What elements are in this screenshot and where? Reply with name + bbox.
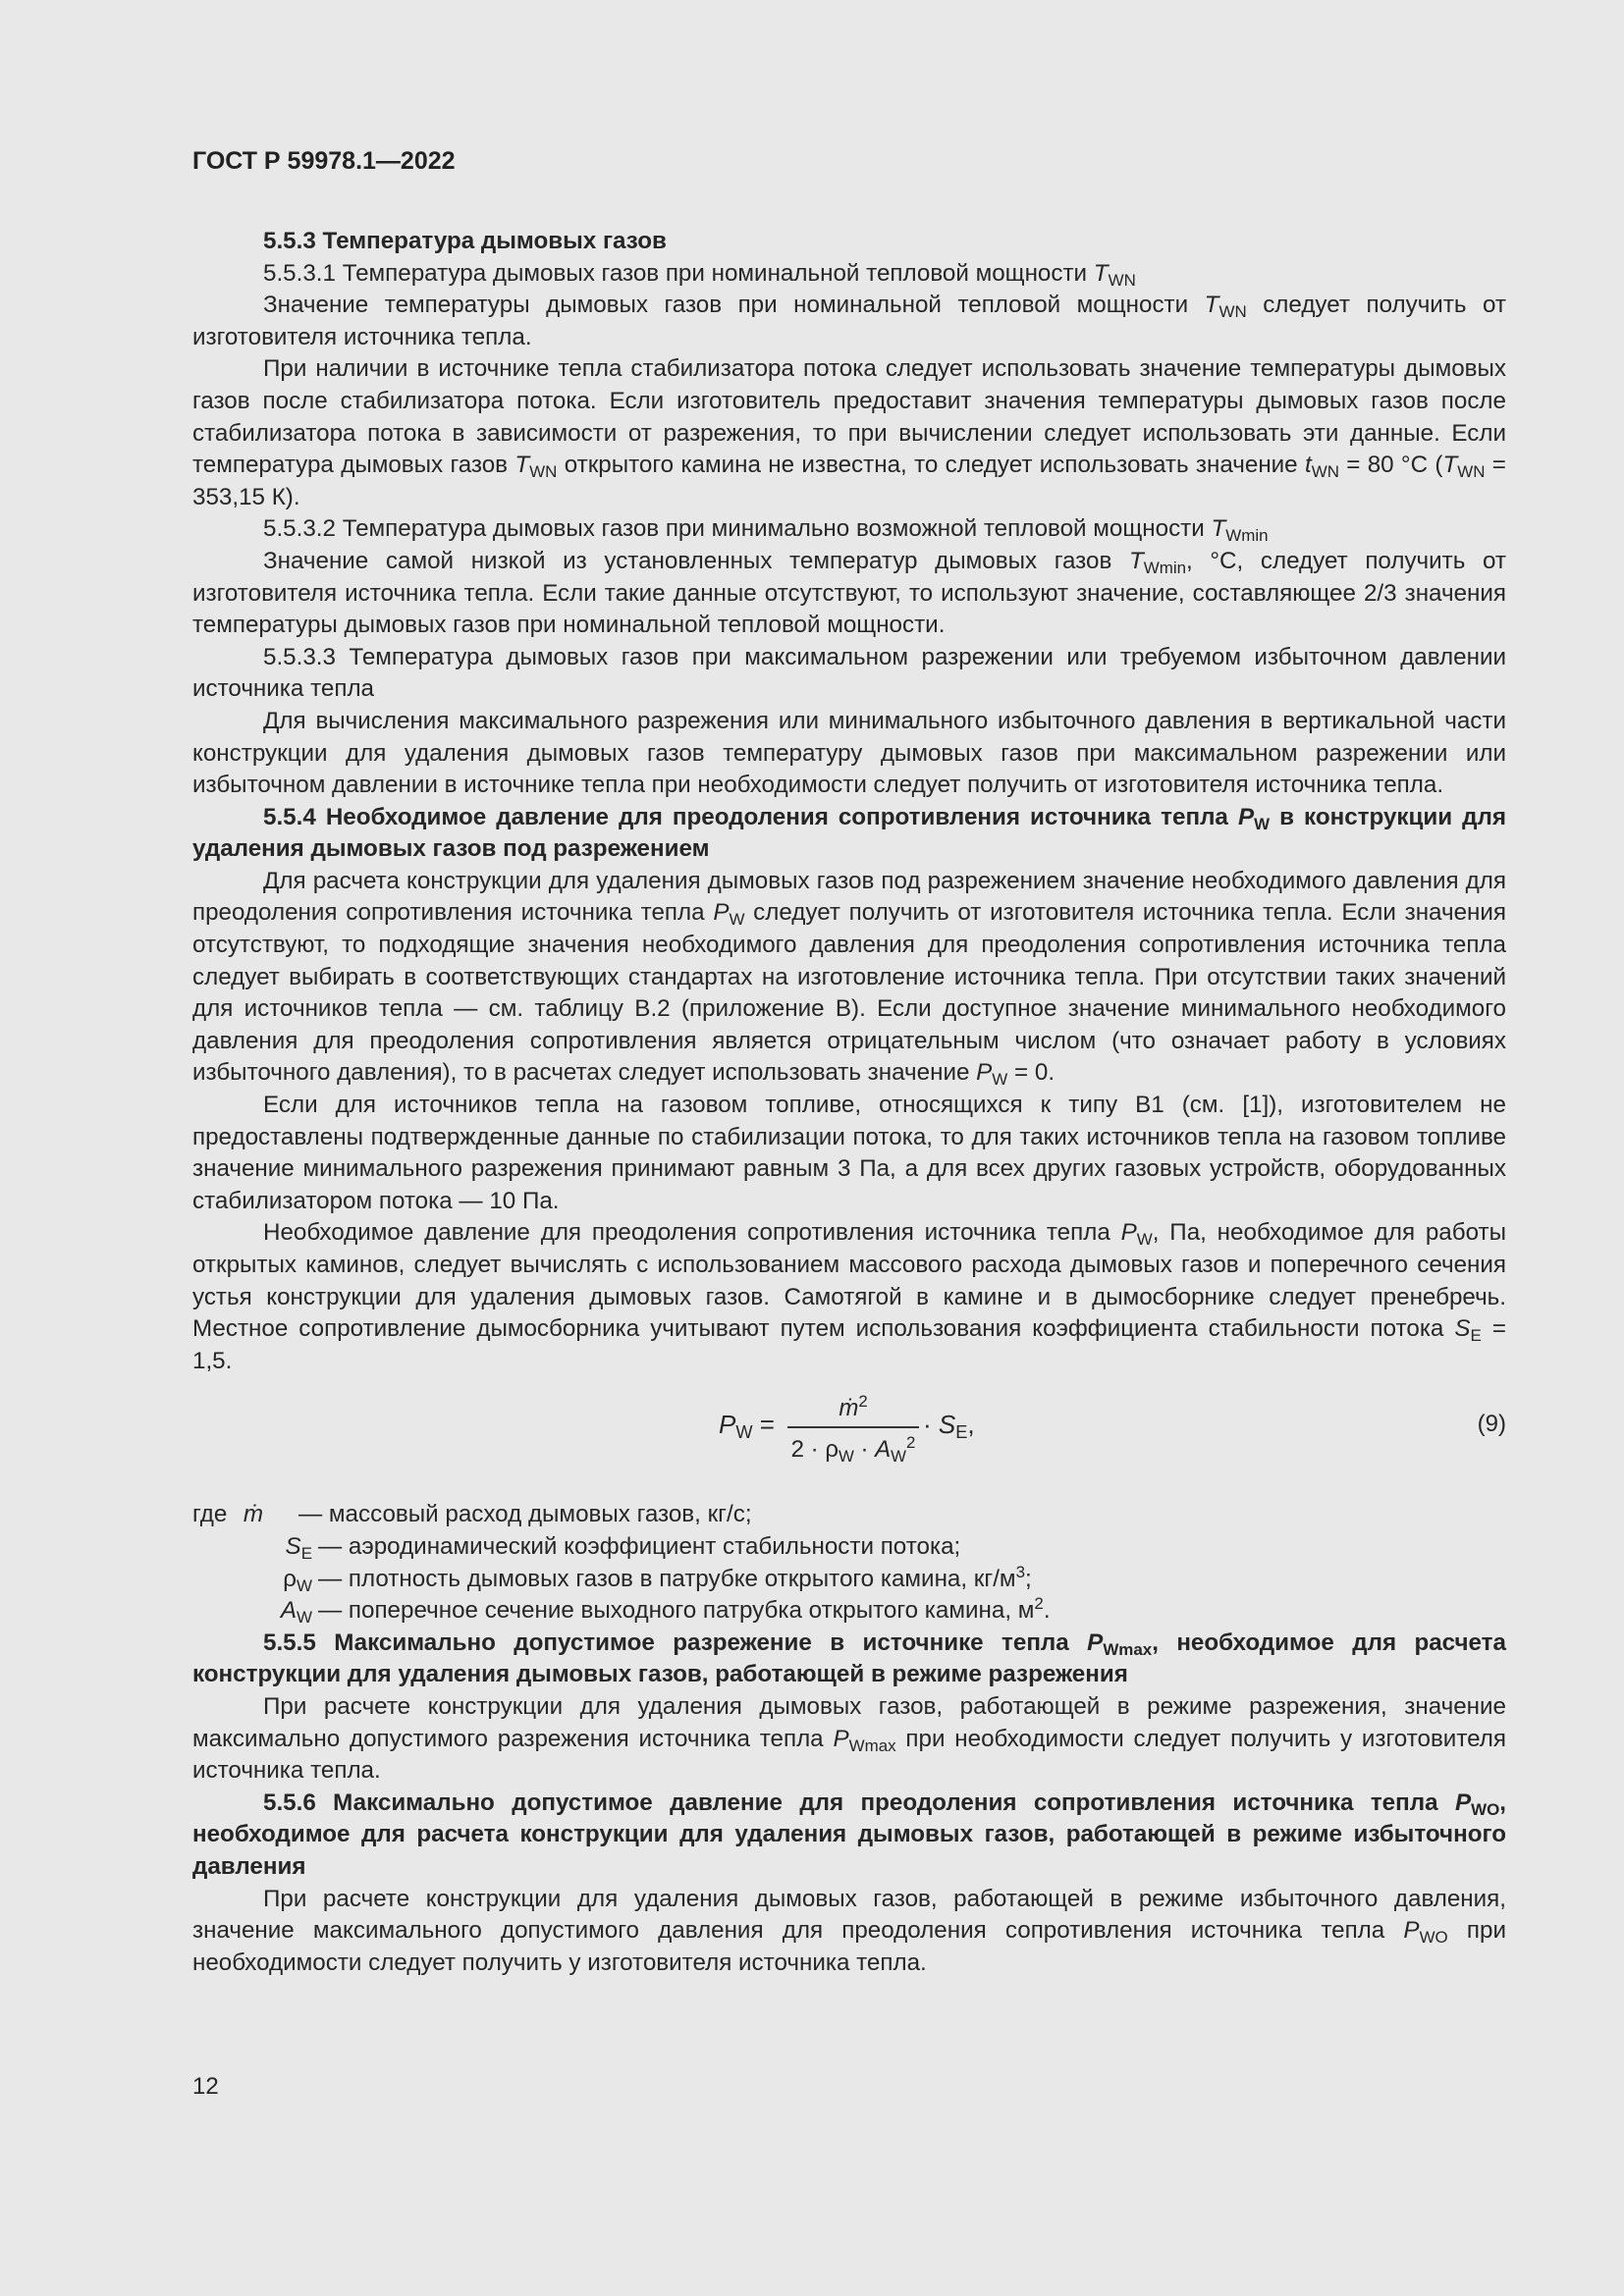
paragraph: Для расчета конструкции для удаления дымовых газов под разрежением значение необходимого давления для преодоления сопротивления источника тепла $P_W$ следует получить от изготовителя источника тепла. Если значения отсутствуют, то подходящие значения необходимого давления для преодоления сопротивления источника тепла следует выбирать в соответствующих стандартах на изготовление источника тепла. При отсутствии таких значений для источников тепла — см. таблицу В.2 (приложение В). Если доступное значение минимального необходимого давления для преодоления сопротивления является отрицательным числом (что означает работу в условиях избыточного давления), то в расчетах следует использовать значение $P_W = 0$.	[192, 867, 1506, 1090]
heading-5-5-3-3: 5.5.3.3 Температура дымовых газов при максимальном разрежении или требуемом избыточном давлении источника тепла	[192, 643, 1506, 703]
definition-row: $A_W$ — поперечное сечение выходного патрубка открытого камина, $м^2$.	[280, 1594, 1051, 1628]
paragraph: Если для источников тепла на газовом топливе, относящихся к типу В1 (см. [1]), изготовителем не предоставлены подтвержденные данные по стабилизации потока, то для таких источников тепла на газовом топливе значение минимального разрежения принимают равным 3 Па, а для всех других газовых устройств, оборудованных стабилизатором потока — 10 Па.	[192, 1092, 1506, 1214]
paragraph: При наличии в источнике тепла стабилизатора потока следует использовать значение температуры дымовых газов после стабилизатора потока. Если изготовитель предоставит значения температуры дымовых газов после стабилизатора потока в зависимости от разрежения, то при вычислении следует использовать эти данные. Если температура дымовых газов $T_{WN}$ открытого камина не известна, то следует использовать значение $t_{WN} = 80$ °С ($T_{WN} = 353,15$ К).	[192, 355, 1506, 510]
formula-rhs: · $S_E$,	[923, 1410, 975, 1443]
paragraph: При расчете конструкции для удаления дымовых газов, работающей в режиме разрежения, значение максимально допустимого разрежения источника тепла $P_{Wmax}$ при необходимости следует получить у изготовителя источника тепла.	[192, 1692, 1506, 1785]
document-code: ГОСТ Р 59978.1—2022	[192, 147, 456, 175]
formula-numerator: ṁ$^2$	[839, 1392, 868, 1422]
heading-5-5-5: 5.5.5 Максимально допустимое разрежение в источнике тепла $P_{Wmax}$, необходимое для расчета конструкции для удаления дымовых газов, работающей в режиме разрежения	[192, 1629, 1506, 1688]
paragraph: Значение температуры дымовых газов при номинальной тепловой мощности $T_{WN}$ следует получить от изготовителя источника тепла.	[192, 292, 1506, 350]
formula-lhs: $P_W$ =	[719, 1410, 775, 1443]
formula-9	[192, 1387, 1506, 1485]
paragraph: Для вычисления максимального разрежения или минимального избыточного давления в вертикальной части конструкции для удаления дымовых газов температуру дымовых газов при максимальном разрежении или избыточном давлении в источнике тепла при необходимости следует получить от изготовителя источника тепла.	[192, 707, 1506, 799]
symbol-definitions	[192, 1499, 1506, 1627]
formula-denominator: $2 \cdot \rho_W \cdot A_W^2$	[790, 1433, 916, 1467]
page-number: 12	[192, 2073, 219, 2100]
formula-number: (9)	[1477, 1411, 1506, 1438]
page-content	[192, 226, 1506, 1979]
heading-5-5-4: 5.5.4 Необходимое давление для преодоления сопротивления источника тепла $P_W$ в конструкции для удаления дымовых газов под разрежением	[192, 803, 1506, 863]
heading-5-5-3: 5.5.3 Температура дымовых газов	[263, 228, 667, 254]
heading-5-5-3-2: 5.5.3.2 Температура дымовых газов при минимально возможной тепловой мощности $T_{Wmin}$	[263, 515, 1269, 546]
definition-row: $\rho_W$ — плотность дымовых газов в патрубке открытого камина, $кг/м^3$;	[283, 1562, 1032, 1595]
definition-row: $S_E$ — аэродинамический коэффициент стабильности потока;	[285, 1532, 961, 1563]
formula-fraction	[787, 1387, 919, 1468]
heading-5-5-3-1: 5.5.3.1 Температура дымовых газов при номинальной тепловой мощности $T_{WN}$	[263, 259, 1136, 290]
paragraph: Необходимое давление для преодоления сопротивления источника тепла $P_W$, Па, необходимое для работы открытых каминов, следует вычислять с использованием массового расхода дымовых газов и поперечного сечения устья конструкции для удаления дымовых газов. Самотягой в камине и в дымосборнике следует пренебречь. Местное сопротивление дымосборника учитывают путем использования коэффициента стабильности потока $S_E = 1,5$.	[192, 1219, 1506, 1374]
paragraph: Значение самой низкой из установленных температур дымовых газов $T_{Wmin}$, °С, следует получить от изготовителя источника тепла. Если такие данные отсутствуют, то используют значение, составляющее 2/3 значения температуры дымовых газов при номинальной тепловой мощности.	[192, 547, 1506, 639]
definition-row: где ṁ — массовый расход дымовых газов, кг/с;	[192, 1501, 752, 1528]
heading-5-5-6: 5.5.6 Максимально допустимое давление для преодоления сопротивления источника тепла $P_{WO}$, необходимое для расчета конструкции для удаления дымовых газов, работающей в режиме избыточного давления	[192, 1789, 1506, 1880]
paragraph: При расчете конструкции для удаления дымовых газов, работающей в режиме избыточного давления, значение максимального допустимого давления для преодоления сопротивления источника тепла $P_{WO}$ при необходимости следует получить у изготовителя источника тепла.	[192, 1885, 1506, 1976]
